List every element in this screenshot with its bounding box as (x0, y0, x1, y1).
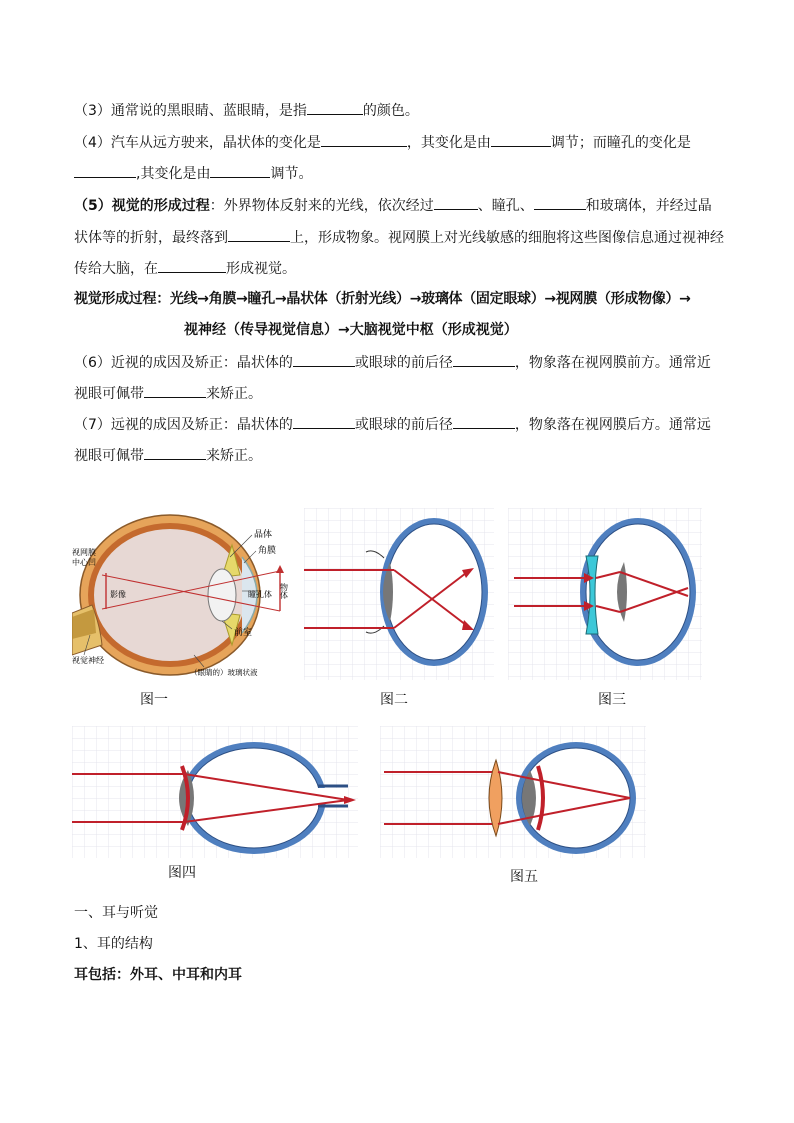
q6-line2: 视眼可佩带 来矫正。 (74, 383, 262, 404)
label-jingti: 晶体 (254, 530, 273, 540)
hyperopia-corrected-figure (380, 726, 646, 858)
caption-fig3: 图三 (598, 692, 626, 708)
blank[interactable] (293, 352, 355, 367)
q7-line1: （7）远视的成因及矫正：晶状体的 或眼球的前后径 ，物象落在视网膜后方。通常远 (74, 414, 711, 435)
blank[interactable] (210, 163, 270, 178)
blank[interactable] (453, 352, 515, 367)
q5-line3: 传给大脑，在 形成视觉。 (74, 258, 296, 279)
eye-anatomy-figure (72, 505, 294, 685)
caption-fig1: 图一 (140, 692, 168, 708)
label-shiwangmo: 视网膜 (72, 548, 96, 557)
label-wuti: 物体 (279, 583, 289, 599)
section-bold-line: 耳包括：外耳、中耳和内耳 (74, 967, 242, 983)
myopia-corrected-figure (508, 508, 702, 680)
blank[interactable] (293, 414, 355, 429)
caption-fig2: 图二 (380, 692, 408, 708)
normal-eye-figure (304, 508, 494, 680)
blank[interactable] (434, 195, 478, 210)
caption-fig4: 图四 (168, 865, 196, 881)
q4-line2: ,其变化是由 调节。 (74, 163, 312, 184)
q6-line1: （6）近视的成因及矫正：晶状体的 或眼球的前后径 ，物象落在视网膜前方。通常近 (74, 352, 711, 373)
q3-line: （3）通常说的黑眼睛、蓝眼睛，是指 的颜色。 (74, 100, 419, 121)
q5-line2: 状体等的折射，最终落到 上，形成物象。视网膜上对光线敏感的细胞将这些图像信息通过视神经 (74, 227, 724, 248)
label-boliti: （眼睛的）玻璃状液 (190, 668, 258, 677)
label-shijueshenjing: 视觉神经 (72, 656, 104, 665)
q4-line1: （4）汽车从远方驶来，晶状体的变化是 ，其变化是由 调节；而瞳孔的变化是 (74, 132, 691, 153)
blank[interactable] (228, 227, 290, 242)
process-line1: 视觉形成过程：光线→角膜→瞳孔→晶状体（折射光线）→玻璃体（固定眼球）→视网膜（形成物像）→ (74, 291, 691, 307)
process-line2: 视神经（传导视觉信息）→大脑视觉中枢（形成视觉） (184, 322, 518, 338)
label-zhongxinao: 中心凹 (72, 558, 96, 567)
blank[interactable] (321, 132, 407, 147)
section-subheading: 1、耳的结构 (74, 936, 153, 952)
blank[interactable] (534, 195, 586, 210)
section-heading: 一、耳与听觉 (74, 905, 158, 921)
blank[interactable] (74, 163, 136, 178)
label-jiaomo: 角膜 (258, 546, 277, 556)
q5-line1: （5）视觉的形成过程：外界物体反射来的光线，依次经过 、瞳孔、 和玻璃体，并经过晶 (74, 195, 712, 216)
label-yingxiang: 影像 (110, 590, 126, 599)
blank[interactable] (491, 132, 551, 147)
blank[interactable] (158, 258, 226, 273)
blank[interactable] (307, 100, 363, 115)
label-qianshi: 前室 (234, 628, 253, 638)
blank[interactable] (453, 414, 515, 429)
blank[interactable] (144, 445, 206, 460)
hyperopia-figure (72, 726, 358, 858)
blank[interactable] (144, 383, 206, 398)
label-tongkongti: 瞳孔体 (248, 590, 272, 599)
caption-fig5: 图五 (510, 869, 538, 885)
q7-line2: 视眼可佩带 来矫正。 (74, 445, 262, 466)
